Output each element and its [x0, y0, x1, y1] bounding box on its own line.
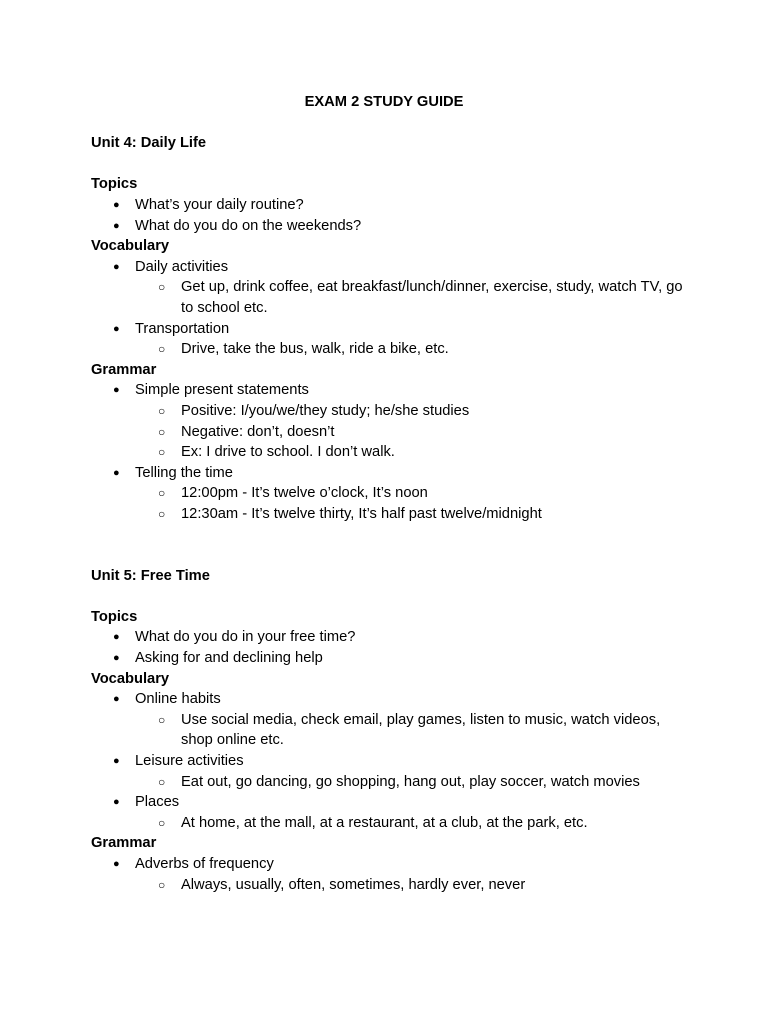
- sub-list-item: ○ 12:00pm - It’s twelve o’clock, It’s noon: [91, 483, 691, 504]
- list-item: ● Online habits: [91, 689, 691, 710]
- sub-list-item: ○ Eat out, go dancing, go shopping, hang out, play soccer, watch movies: [91, 772, 691, 793]
- list-item: ● What’s your daily routine?: [91, 195, 691, 216]
- list-item: ● Adverbs of frequency: [91, 854, 691, 875]
- list-item: ● Places: [91, 792, 691, 813]
- page-title: EXAM 2 STUDY GUIDE: [304, 94, 464, 110]
- unit-5-topics-list: [91, 627, 691, 668]
- unit-4-topics-list: [91, 195, 691, 236]
- document-page: [91, 92, 691, 895]
- unit-5-section: [91, 566, 691, 896]
- unit-5-grammar-list: [91, 854, 691, 895]
- sub-list-item: ○ Ex: I drive to school. I don’t walk.: [91, 442, 691, 463]
- unit-4-vocabulary-list: [91, 257, 691, 360]
- unit-5-topics-heading: Topics: [91, 608, 138, 625]
- sub-list-item: ○ Use social media, check email, play games, listen to music, watch videos, shop online etc.: [91, 710, 691, 751]
- unit-4-topics-heading: Topics: [91, 176, 138, 193]
- unit-4-section: [91, 133, 691, 524]
- unit-4-grammar-list: [91, 380, 691, 524]
- unit-5-grammar-heading: Grammar: [91, 835, 157, 852]
- unit-4-grammar-heading: Grammar: [91, 361, 157, 378]
- list-item: ● Leisure activities: [91, 751, 691, 772]
- sub-list-item: ○ Get up, drink coffee, eat breakfast/lunch/dinner, exercise, study, watch TV, go to school etc.: [91, 277, 691, 318]
- list-item: ● Simple present statements: [91, 380, 691, 401]
- list-item: ● Transportation: [91, 319, 691, 340]
- list-item: ● Asking for and declining help: [91, 648, 691, 669]
- sub-list-item: ○ 12:30am - It’s twelve thirty, It’s half past twelve/midnight: [91, 504, 691, 525]
- list-item: ● Telling the time: [91, 463, 691, 484]
- unit-4-vocabulary-heading: Vocabulary: [91, 238, 170, 255]
- section-spacer: [91, 524, 691, 565]
- sub-list-item: ○ Negative: don’t, doesn’t: [91, 422, 691, 443]
- sub-list-item: ○ Positive: I/you/we/they study; he/she studies: [91, 401, 691, 422]
- list-item: ● Daily activities: [91, 257, 691, 278]
- sub-list-item: ○ At home, at the mall, at a restaurant, at a club, at the park, etc.: [91, 813, 691, 834]
- unit-5-vocabulary-list: [91, 689, 691, 833]
- list-item: ● What do you do on the weekends?: [91, 216, 691, 237]
- unit-4-title: Unit 4: Daily Life: [91, 135, 207, 152]
- unit-5-vocabulary-heading: Vocabulary: [91, 670, 170, 687]
- list-item: ● What do you do in your free time?: [91, 627, 691, 648]
- unit-5-title: Unit 5: Free Time: [91, 567, 210, 584]
- sub-list-item: ○ Drive, take the bus, walk, ride a bike, etc.: [91, 339, 691, 360]
- sub-list-item: ○ Always, usually, often, sometimes, hardly ever, never: [91, 875, 691, 896]
